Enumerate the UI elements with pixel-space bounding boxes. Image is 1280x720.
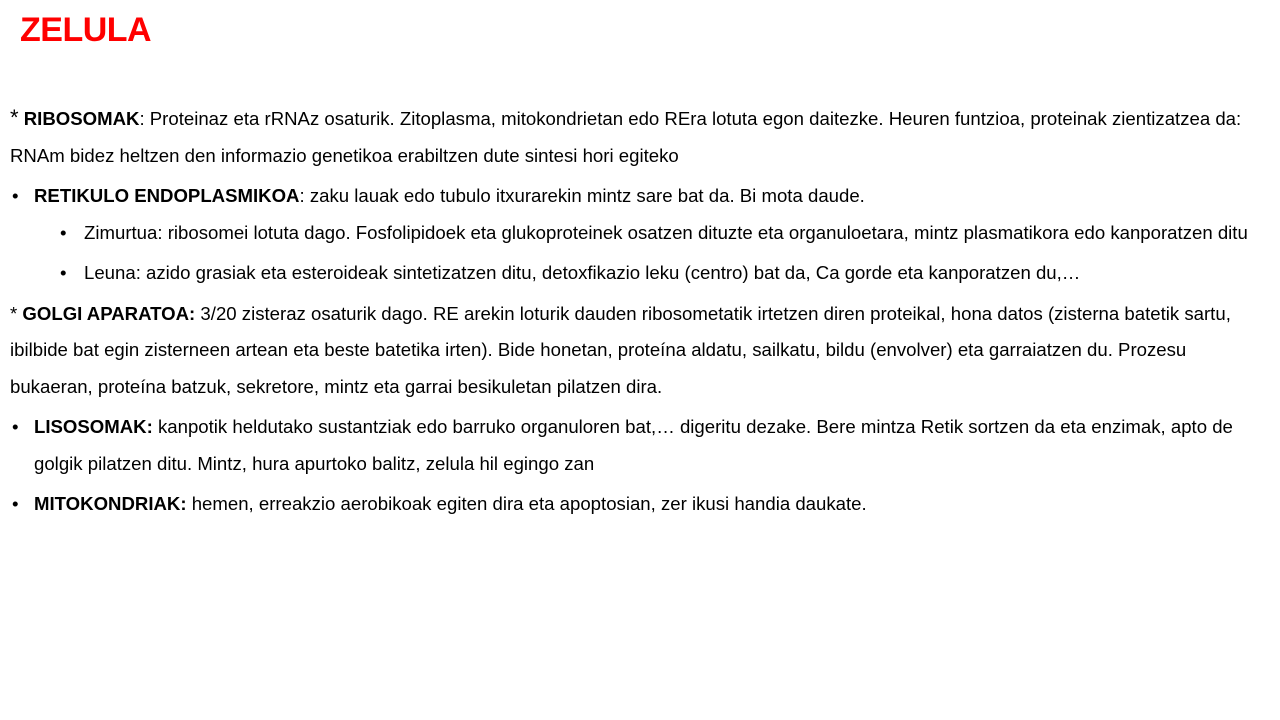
asterisk-marker: * — [10, 105, 19, 130]
subitem-text: Zimurtua: ribosomei lotuta dago. Fosfolipidoek eta glukoproteinek osatzen dituzte eta organuloetara, mintz plasmatikora edo kanporatzen ditu — [84, 221, 1248, 243]
bullet-icon: • — [12, 493, 19, 514]
ribosomak-paragraph — [10, 100, 1265, 174]
bullet-icon: • — [12, 185, 19, 206]
retikulo-bullet — [10, 178, 1265, 215]
slide-content — [10, 100, 1265, 523]
ribosomak-label: RIBOSOMAK — [23, 108, 140, 129]
bullet-icon: • — [12, 416, 19, 437]
mitokondriak-text: hemen, erreakzio aerobikoak egiten dira eta apoptosian, zer ikusi handia daukate. — [186, 493, 867, 514]
lisosomak-text: kanpotik heldutako sustantziak edo barruko organuloren bat,… digeritu dezake. Bere mintza Retik sortzen da eta enzimak, apto de golgik pilatzen ditu. Mintz, hura apurtoko balitz, zelula hil egingo zan — [34, 416, 1233, 474]
retikulo-subitem-zimurtua — [10, 215, 1265, 252]
lisosomak-bullet — [10, 409, 1265, 482]
retikulo-subitem-leuna — [10, 255, 1265, 292]
subitem-text: Leuna: azido grasiak eta esteroideak sintetizatzen ditu, detoxfikazio leku (centro) bat da, Ca gorde eta kanporatzen du,… — [84, 262, 1081, 283]
lisosomak-label: LISOSOMAK: — [34, 416, 153, 437]
retikulo-text: : zaku lauak edo tubulo itxurarekin mintz sare bat da. Bi mota daude. — [299, 185, 865, 206]
golgi-text: 3/20 zisteraz osaturik dago. RE arekin loturik dauden ribosometatik irtetzen diren proteikal, hona datos (zisterna batetik sartu, ibilbide bat egin zisterneen artean eta beste batetika irten). Bide honetan, proteína aldatu, sailkatu, bildu (envolver) eta garraiatzen du. Prozesu bukaeran, proteína batzuk, sekretore, mintz eta garrai besikuletan pilatzen dira. — [10, 302, 1231, 397]
golgi-label: GOLGI APARATOA: — [22, 302, 196, 324]
mitokondriak-bullet — [10, 486, 1265, 523]
bullet-icon: • — [60, 262, 67, 283]
golgi-paragraph — [10, 296, 1265, 406]
mitokondriak-label: MITOKONDRIAK: — [34, 493, 187, 514]
asterisk-marker: * — [10, 302, 23, 324]
slide-title: ZELULA — [20, 11, 152, 49]
ribosomak-text: : Proteinaz eta rRNAz osaturik. Zitoplasma, mitokondrietan edo REra lotuta egon daitezke. Heuren funtzioa, proteinak zientizatzea da: RNAm bidez heltzen den informazio genetikoa erabiltzen dute sintesi hori egiteko — [10, 108, 1242, 166]
bullet-icon: • — [60, 221, 67, 243]
retikulo-label: RETIKULO ENDOPLASMIKOA — [34, 185, 300, 206]
